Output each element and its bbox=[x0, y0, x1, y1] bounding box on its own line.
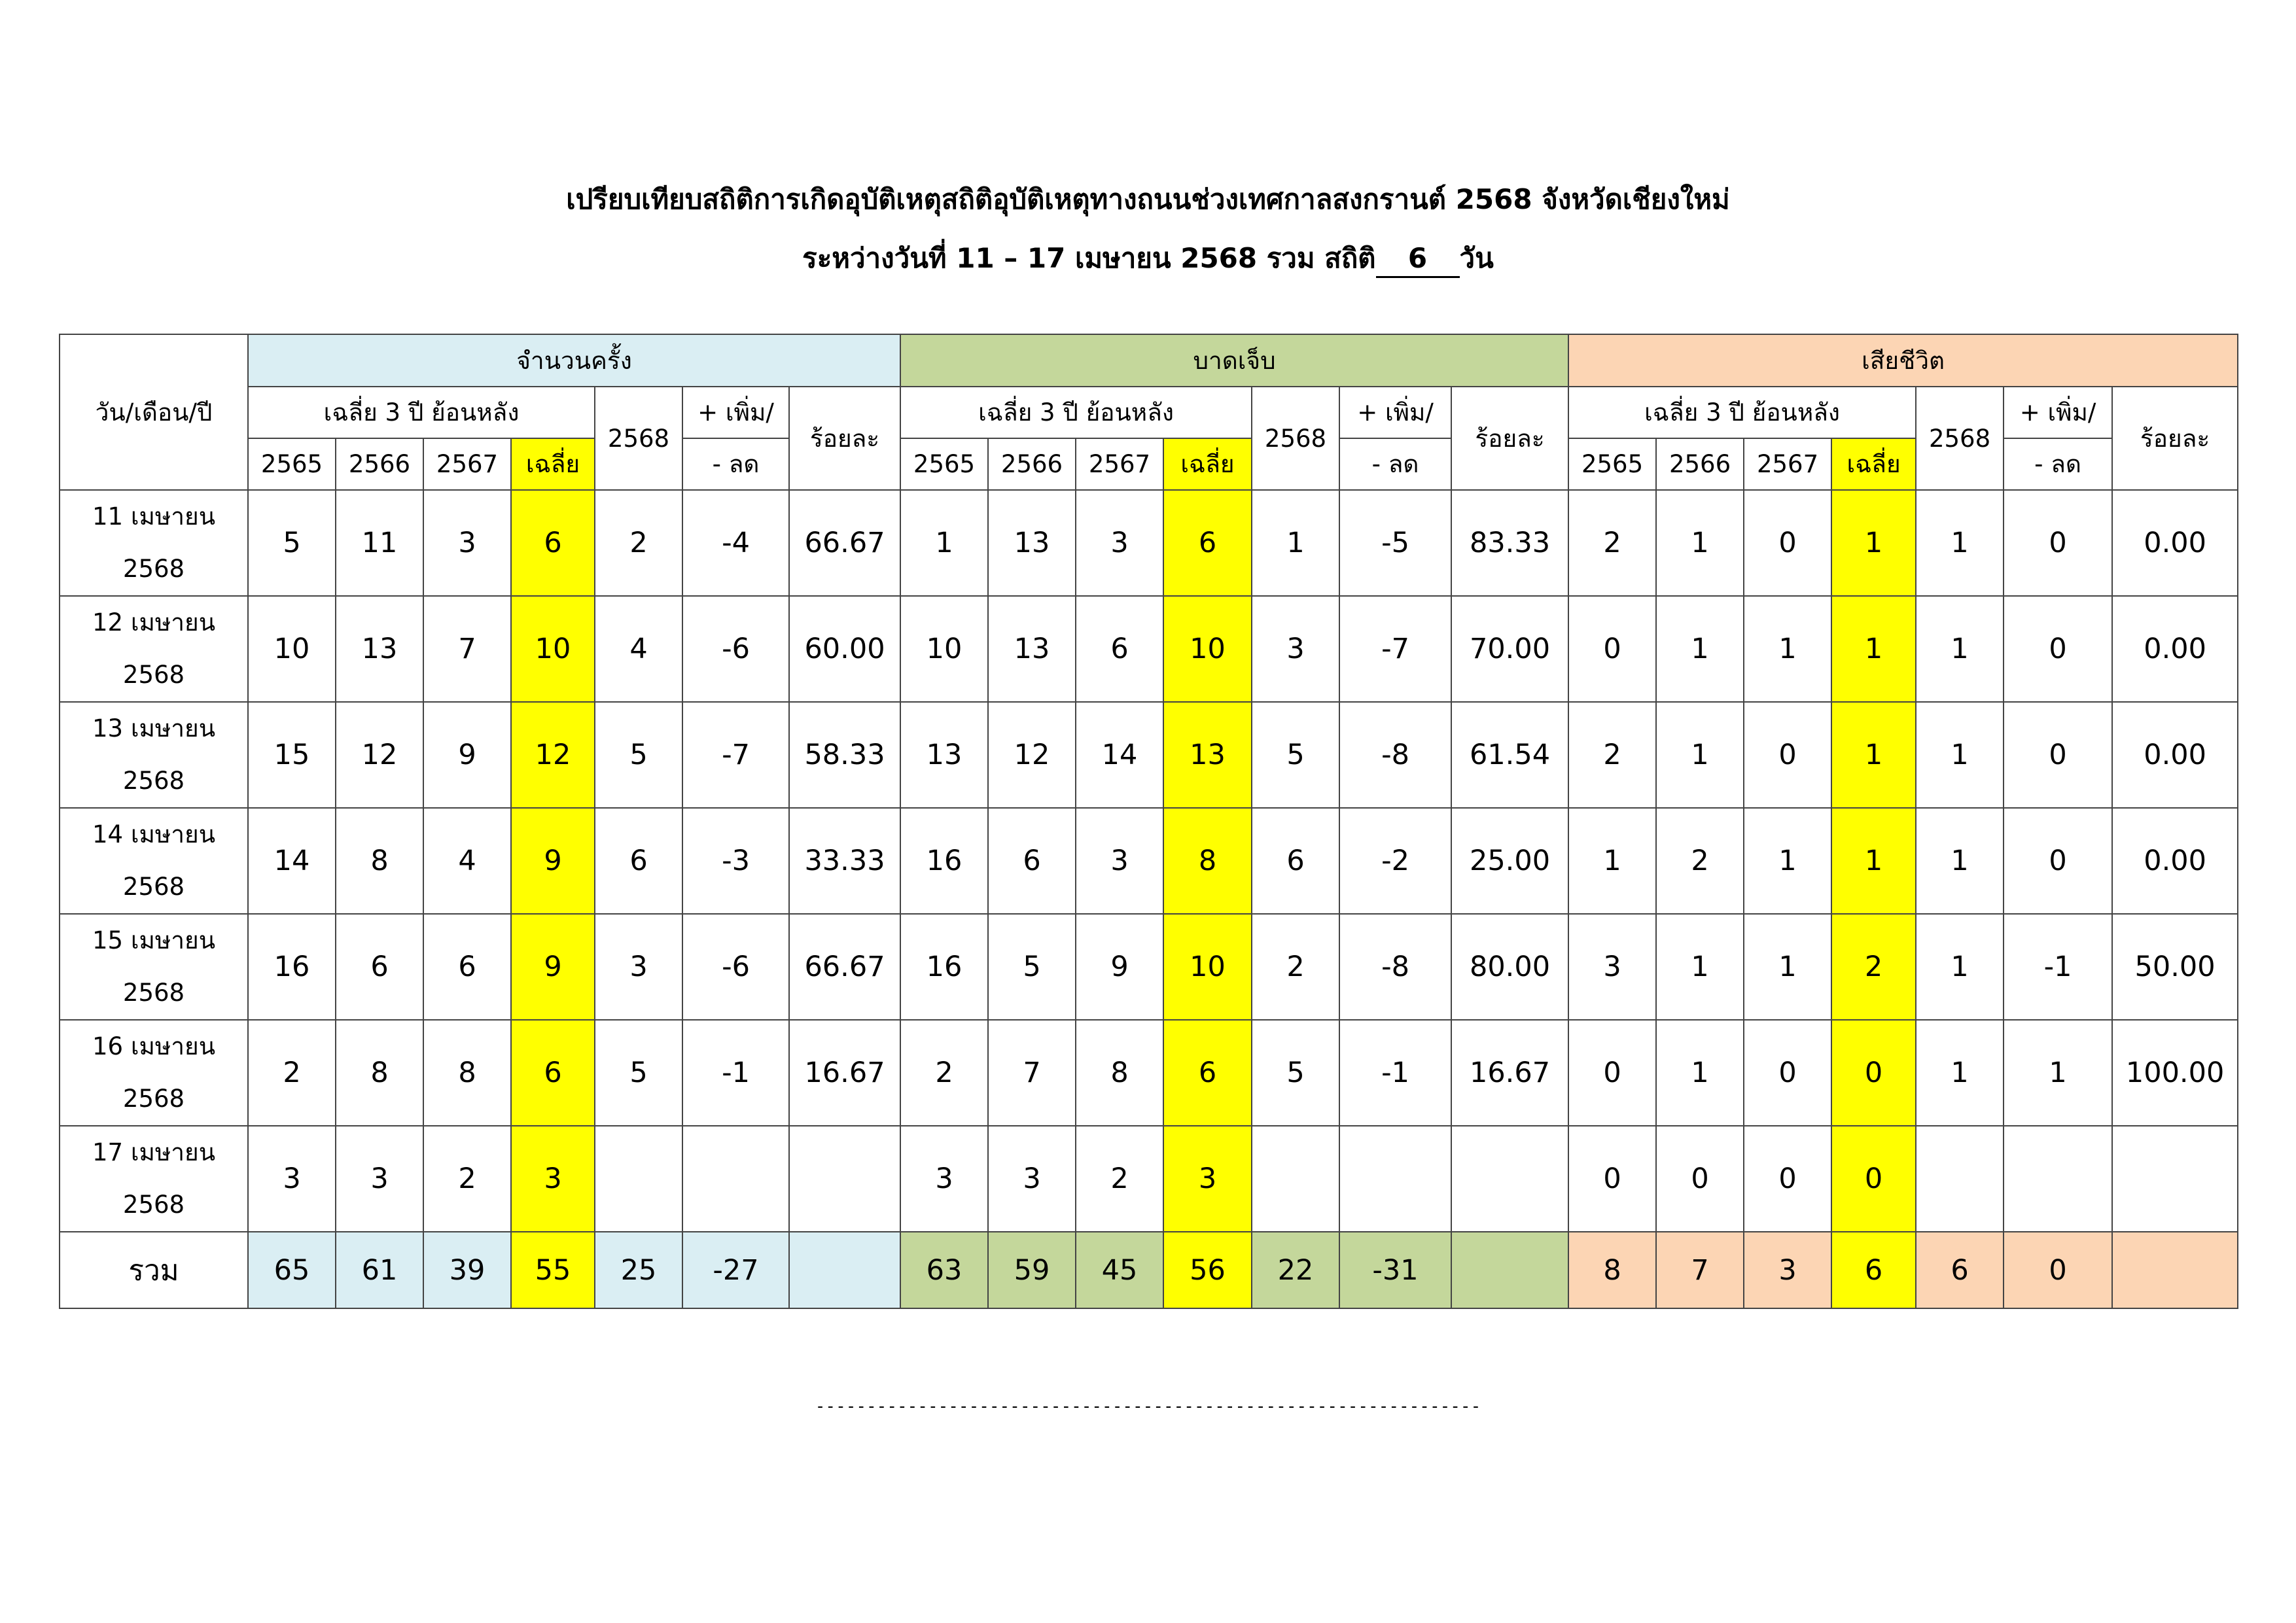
injured-2568-cell bbox=[1252, 1126, 1339, 1232]
row-date-cell bbox=[60, 914, 248, 1020]
incidents-2566-cell: 13 bbox=[336, 596, 423, 702]
injured-2567-cell: 3 bbox=[1076, 490, 1163, 596]
injured-avg3y-header: เฉลี่ย 3 ปี ย้อนหลัง bbox=[900, 387, 1252, 438]
injured-avg-cell: 10 bbox=[1163, 914, 1252, 1020]
incidents-avg-cell: 6 bbox=[511, 490, 595, 596]
injured-2567-cell: 3 bbox=[1076, 808, 1163, 914]
row-date-year: 2568 bbox=[122, 873, 185, 901]
deaths-2568-cell: 1 bbox=[1916, 914, 2004, 1020]
table-row bbox=[60, 1126, 2238, 1232]
deaths-percent-cell: 0.00 bbox=[2112, 702, 2238, 808]
deaths-2566-cell: 1 bbox=[1656, 1020, 1744, 1126]
row-date-year: 2568 bbox=[122, 1191, 185, 1219]
row-date-year: 2568 bbox=[122, 1085, 185, 1113]
deaths-2566-cell: 1 bbox=[1656, 490, 1744, 596]
injured-year-2566-header: 2566 bbox=[988, 438, 1076, 490]
injured-change-cell bbox=[1339, 1126, 1451, 1232]
injured-total-avg-cell: 56 bbox=[1163, 1232, 1252, 1308]
deaths-percent-header: ร้อยละ bbox=[2112, 387, 2238, 490]
table-row bbox=[60, 490, 2238, 596]
injured-percent-cell bbox=[1451, 1126, 1568, 1232]
incidents-change-header: + เพิ่ม/ bbox=[682, 387, 789, 438]
row-date-day: 16 เมษายน bbox=[92, 1032, 216, 1060]
incidents-total-2568-cell: 25 bbox=[595, 1232, 682, 1308]
deaths-change-cell: 0 bbox=[2004, 596, 2112, 702]
injured-avg-cell: 6 bbox=[1163, 490, 1252, 596]
injured-2568-cell: 5 bbox=[1252, 1020, 1339, 1126]
deaths-avg-cell: 1 bbox=[1831, 490, 1916, 596]
deaths-change-cell: 1 bbox=[2004, 1020, 2112, 1126]
document-subtitle bbox=[0, 239, 2296, 278]
deaths-2567-cell: 1 bbox=[1744, 808, 1831, 914]
deaths-percent-cell: 0.00 bbox=[2112, 596, 2238, 702]
incidents-total-change-cell: -27 bbox=[682, 1232, 789, 1308]
deaths-2567-cell: 0 bbox=[1744, 1126, 1831, 1232]
incidents-percent-cell: 16.67 bbox=[789, 1020, 900, 1126]
incidents-2566-cell: 3 bbox=[336, 1126, 423, 1232]
incidents-2567-cell: 4 bbox=[423, 808, 511, 914]
deaths-total-change-cell: 0 bbox=[2004, 1232, 2112, 1308]
deaths-2567-cell: 1 bbox=[1744, 914, 1831, 1020]
footer-rule: ----------------------------------------------------------------- bbox=[815, 1397, 1481, 1416]
injured-avg-cell: 3 bbox=[1163, 1126, 1252, 1232]
deaths-change-cell bbox=[2004, 1126, 2112, 1232]
incidents-avg-cell: 9 bbox=[511, 808, 595, 914]
subtitle-suffix: วัน bbox=[1459, 242, 1494, 274]
incidents-avg-cell: 6 bbox=[511, 1020, 595, 1126]
row-date-day: 13 เมษายน bbox=[92, 714, 216, 742]
injured-avg-header: เฉลี่ย bbox=[1163, 438, 1252, 490]
row-date-day: 17 เมษายน bbox=[92, 1138, 216, 1166]
injured-2565-cell: 10 bbox=[900, 596, 988, 702]
incidents-2565-cell: 5 bbox=[248, 490, 336, 596]
incidents-2568-cell: 6 bbox=[595, 808, 682, 914]
incidents-2566-cell: 6 bbox=[336, 914, 423, 1020]
row-date-cell bbox=[60, 1126, 248, 1232]
injured-percent-cell: 25.00 bbox=[1451, 808, 1568, 914]
table-row bbox=[60, 1020, 2238, 1126]
incidents-percent-header: ร้อยละ bbox=[789, 387, 900, 490]
row-date-cell bbox=[60, 1020, 248, 1126]
injured-2567-cell: 6 bbox=[1076, 596, 1163, 702]
deaths-2565-cell: 2 bbox=[1568, 490, 1656, 596]
incidents-2565-cell: 2 bbox=[248, 1020, 336, 1126]
deaths-avg-cell: 1 bbox=[1831, 808, 1916, 914]
injured-total-percent-cell bbox=[1451, 1232, 1568, 1308]
incidents-change-cell: -4 bbox=[682, 490, 789, 596]
table-body bbox=[60, 490, 2238, 1308]
injured-2566-cell: 13 bbox=[988, 596, 1076, 702]
injured-2566-cell: 13 bbox=[988, 490, 1076, 596]
incidents-2567-cell: 9 bbox=[423, 702, 511, 808]
injured-avg-cell: 13 bbox=[1163, 702, 1252, 808]
deaths-total-2567-cell: 3 bbox=[1744, 1232, 1831, 1308]
row-date-day: 15 เมษายน bbox=[92, 926, 216, 954]
injured-percent-cell: 70.00 bbox=[1451, 596, 1568, 702]
deaths-change-cell: 0 bbox=[2004, 808, 2112, 914]
deaths-2566-cell: 0 bbox=[1656, 1126, 1744, 1232]
deaths-2568-header: 2568 bbox=[1916, 387, 2004, 490]
deaths-2565-cell: 2 bbox=[1568, 702, 1656, 808]
injured-2567-cell: 8 bbox=[1076, 1020, 1163, 1126]
deaths-2568-cell: 1 bbox=[1916, 1020, 2004, 1126]
deaths-group-header: เสียชีวิต bbox=[1568, 334, 2238, 387]
deaths-change-header: + เพิ่ม/ bbox=[2004, 387, 2112, 438]
deaths-2566-cell: 2 bbox=[1656, 808, 1744, 914]
deaths-2566-cell: 1 bbox=[1656, 596, 1744, 702]
deaths-2568-cell: 1 bbox=[1916, 702, 2004, 808]
table-row bbox=[60, 914, 2238, 1020]
incidents-2568-cell: 3 bbox=[595, 914, 682, 1020]
injured-2566-cell: 7 bbox=[988, 1020, 1076, 1126]
incidents-change-cell: -1 bbox=[682, 1020, 789, 1126]
row-date-year: 2568 bbox=[122, 661, 185, 689]
deaths-avg-header: เฉลี่ย bbox=[1831, 438, 1916, 490]
injured-total-2568-cell: 22 bbox=[1252, 1232, 1339, 1308]
incidents-total-2565-cell: 65 bbox=[248, 1232, 336, 1308]
incidents-year-2565-header: 2565 bbox=[248, 438, 336, 490]
incidents-total-avg-cell: 55 bbox=[511, 1232, 595, 1308]
incidents-percent-cell bbox=[789, 1126, 900, 1232]
injured-2566-cell: 12 bbox=[988, 702, 1076, 808]
deaths-year-2565-header: 2565 bbox=[1568, 438, 1656, 490]
injured-percent-cell: 80.00 bbox=[1451, 914, 1568, 1020]
deaths-total-2565-cell: 8 bbox=[1568, 1232, 1656, 1308]
incidents-2567-cell: 2 bbox=[423, 1126, 511, 1232]
injured-2566-cell: 5 bbox=[988, 914, 1076, 1020]
deaths-avg-cell: 0 bbox=[1831, 1020, 1916, 1126]
injured-2567-cell: 2 bbox=[1076, 1126, 1163, 1232]
injured-total-2566-cell: 59 bbox=[988, 1232, 1076, 1308]
incidents-year-2566-header: 2566 bbox=[336, 438, 423, 490]
date-column-header: วัน/เดือน/ปี bbox=[60, 334, 248, 490]
deaths-year-2566-header: 2566 bbox=[1656, 438, 1744, 490]
injured-change-header-line2: - ลด bbox=[1339, 438, 1451, 490]
injured-2568-cell: 5 bbox=[1252, 702, 1339, 808]
incidents-percent-cell: 66.67 bbox=[789, 490, 900, 596]
incidents-group-header: จำนวนครั้ง bbox=[248, 334, 900, 387]
injured-total-2565-cell: 63 bbox=[900, 1232, 988, 1308]
deaths-2565-cell: 0 bbox=[1568, 596, 1656, 702]
incidents-change-cell: -6 bbox=[682, 596, 789, 702]
incidents-avg-cell: 3 bbox=[511, 1126, 595, 1232]
injured-change-cell: -7 bbox=[1339, 596, 1451, 702]
injured-percent-cell: 61.54 bbox=[1451, 702, 1568, 808]
deaths-2566-cell: 1 bbox=[1656, 702, 1744, 808]
injured-total-change-cell: -31 bbox=[1339, 1232, 1451, 1308]
incidents-2566-cell: 11 bbox=[336, 490, 423, 596]
incidents-2568-cell: 5 bbox=[595, 1020, 682, 1126]
incidents-2565-cell: 16 bbox=[248, 914, 336, 1020]
deaths-percent-cell: 50.00 bbox=[2112, 914, 2238, 1020]
incidents-avg-cell: 12 bbox=[511, 702, 595, 808]
deaths-total-2568-cell: 6 bbox=[1916, 1232, 2004, 1308]
injured-group-header: บาดเจ็บ bbox=[900, 334, 1568, 387]
injured-2565-cell: 2 bbox=[900, 1020, 988, 1126]
deaths-2565-cell: 0 bbox=[1568, 1020, 1656, 1126]
incidents-change-cell: -7 bbox=[682, 702, 789, 808]
deaths-avg-cell: 2 bbox=[1831, 914, 1916, 1020]
table-row bbox=[60, 702, 2238, 808]
injured-avg-cell: 6 bbox=[1163, 1020, 1252, 1126]
incidents-2567-cell: 6 bbox=[423, 914, 511, 1020]
injured-2568-header: 2568 bbox=[1252, 387, 1339, 490]
deaths-avg-cell: 1 bbox=[1831, 596, 1916, 702]
incidents-2566-cell: 12 bbox=[336, 702, 423, 808]
deaths-total-percent-cell bbox=[2112, 1232, 2238, 1308]
row-date-cell bbox=[60, 808, 248, 914]
deaths-change-header-line2: - ลด bbox=[2004, 438, 2112, 490]
injured-2566-cell: 6 bbox=[988, 808, 1076, 914]
incidents-2568-cell: 2 bbox=[595, 490, 682, 596]
incidents-percent-cell: 60.00 bbox=[789, 596, 900, 702]
deaths-2568-cell: 1 bbox=[1916, 596, 2004, 702]
injured-change-cell: -8 bbox=[1339, 702, 1451, 808]
total-label: รวม bbox=[60, 1232, 248, 1308]
incidents-total-2567-cell: 39 bbox=[423, 1232, 511, 1308]
injured-percent-cell: 16.67 bbox=[1451, 1020, 1568, 1126]
deaths-change-cell: 0 bbox=[2004, 490, 2112, 596]
row-date-day: 12 เมษายน bbox=[92, 608, 216, 637]
injured-change-cell: -2 bbox=[1339, 808, 1451, 914]
incidents-percent-cell: 33.33 bbox=[789, 808, 900, 914]
injured-2565-cell: 1 bbox=[900, 490, 988, 596]
incidents-year-2567-header: 2567 bbox=[423, 438, 511, 490]
injured-year-2565-header: 2565 bbox=[900, 438, 988, 490]
deaths-percent-cell bbox=[2112, 1126, 2238, 1232]
incidents-2567-cell: 8 bbox=[423, 1020, 511, 1126]
incidents-avg-cell: 10 bbox=[511, 596, 595, 702]
injured-percent-header: ร้อยละ bbox=[1451, 387, 1568, 490]
incidents-2568-cell bbox=[595, 1126, 682, 1232]
injured-year-2567-header: 2567 bbox=[1076, 438, 1163, 490]
incidents-avg-header: เฉลี่ย bbox=[511, 438, 595, 490]
row-date-cell bbox=[60, 702, 248, 808]
deaths-avg-cell: 0 bbox=[1831, 1126, 1916, 1232]
incidents-percent-cell: 58.33 bbox=[789, 702, 900, 808]
row-date-cell bbox=[60, 490, 248, 596]
accident-statistics-table bbox=[59, 334, 2238, 1309]
incidents-change-header-line2: - ลด bbox=[682, 438, 789, 490]
deaths-avg3y-header: เฉลี่ย 3 ปี ย้อนหลัง bbox=[1568, 387, 1916, 438]
table-row bbox=[60, 596, 2238, 702]
injured-avg-cell: 8 bbox=[1163, 808, 1252, 914]
injured-avg-cell: 10 bbox=[1163, 596, 1252, 702]
incidents-2566-cell: 8 bbox=[336, 1020, 423, 1126]
subtitle-days-count: 6 bbox=[1376, 241, 1460, 278]
incidents-change-cell: -6 bbox=[682, 914, 789, 1020]
incidents-2565-cell: 14 bbox=[248, 808, 336, 914]
table-row bbox=[60, 808, 2238, 914]
row-date-cell bbox=[60, 596, 248, 702]
incidents-percent-cell: 66.67 bbox=[789, 914, 900, 1020]
deaths-2565-cell: 0 bbox=[1568, 1126, 1656, 1232]
injured-2568-cell: 6 bbox=[1252, 808, 1339, 914]
incidents-2565-cell: 15 bbox=[248, 702, 336, 808]
row-date-day: 14 เมษายน bbox=[92, 820, 216, 848]
incidents-change-cell: -3 bbox=[682, 808, 789, 914]
injured-2568-cell: 1 bbox=[1252, 490, 1339, 596]
injured-2566-cell: 3 bbox=[988, 1126, 1076, 1232]
injured-2565-cell: 16 bbox=[900, 914, 988, 1020]
injured-change-cell: -8 bbox=[1339, 914, 1451, 1020]
injured-2565-cell: 3 bbox=[900, 1126, 988, 1232]
incidents-avg-cell: 9 bbox=[511, 914, 595, 1020]
injured-2568-cell: 2 bbox=[1252, 914, 1339, 1020]
row-date-day: 11 เมษายน bbox=[92, 502, 216, 531]
deaths-2565-cell: 3 bbox=[1568, 914, 1656, 1020]
row-date-year: 2568 bbox=[122, 979, 185, 1007]
deaths-2567-cell: 0 bbox=[1744, 1020, 1831, 1126]
row-date-year: 2568 bbox=[122, 767, 185, 795]
deaths-2567-cell: 0 bbox=[1744, 490, 1831, 596]
injured-2568-cell: 3 bbox=[1252, 596, 1339, 702]
incidents-2565-cell: 3 bbox=[248, 1126, 336, 1232]
deaths-2568-cell: 1 bbox=[1916, 808, 2004, 914]
injured-change-cell: -5 bbox=[1339, 490, 1451, 596]
incidents-2568-cell: 4 bbox=[595, 596, 682, 702]
injured-2567-cell: 14 bbox=[1076, 702, 1163, 808]
deaths-percent-cell: 0.00 bbox=[2112, 490, 2238, 596]
incidents-2568-header: 2568 bbox=[595, 387, 682, 490]
deaths-2568-cell bbox=[1916, 1126, 2004, 1232]
deaths-avg-cell: 1 bbox=[1831, 702, 1916, 808]
incidents-avg3y-header: เฉลี่ย 3 ปี ย้อนหลัง bbox=[248, 387, 595, 438]
injured-percent-cell: 83.33 bbox=[1451, 490, 1568, 596]
injured-2567-cell: 9 bbox=[1076, 914, 1163, 1020]
incidents-2567-cell: 3 bbox=[423, 490, 511, 596]
deaths-total-2566-cell: 7 bbox=[1656, 1232, 1744, 1308]
incidents-2567-cell: 7 bbox=[423, 596, 511, 702]
deaths-year-2567-header: 2567 bbox=[1744, 438, 1831, 490]
deaths-2568-cell: 1 bbox=[1916, 490, 2004, 596]
incidents-total-2566-cell: 61 bbox=[336, 1232, 423, 1308]
row-date-year: 2568 bbox=[122, 555, 185, 583]
incidents-change-cell bbox=[682, 1126, 789, 1232]
injured-change-header: + เพิ่ม/ bbox=[1339, 387, 1451, 438]
injured-2565-cell: 13 bbox=[900, 702, 988, 808]
incidents-2565-cell: 10 bbox=[248, 596, 336, 702]
deaths-percent-cell: 100.00 bbox=[2112, 1020, 2238, 1126]
deaths-2567-cell: 1 bbox=[1744, 596, 1831, 702]
deaths-percent-cell: 0.00 bbox=[2112, 808, 2238, 914]
incidents-2566-cell: 8 bbox=[336, 808, 423, 914]
deaths-total-avg-cell: 6 bbox=[1831, 1232, 1916, 1308]
subtitle-prefix: ระหว่างวันที่ 11 – 17 เมษายน 2568 รวม สถิติ bbox=[802, 242, 1376, 274]
document-title: เปรียบเทียบสถิติการเกิดอุบัติเหตุสถิติอุบัติเหตุทางถนนช่วงเทศกาลสงกรานต์ 2568 จังหวัดเชียงใหม่ bbox=[566, 183, 1730, 215]
incidents-total-percent-cell bbox=[789, 1232, 900, 1308]
deaths-change-cell: -1 bbox=[2004, 914, 2112, 1020]
deaths-2566-cell: 1 bbox=[1656, 914, 1744, 1020]
injured-2565-cell: 16 bbox=[900, 808, 988, 914]
injured-change-cell: -1 bbox=[1339, 1020, 1451, 1126]
incidents-2568-cell: 5 bbox=[595, 702, 682, 808]
deaths-change-cell: 0 bbox=[2004, 702, 2112, 808]
injured-total-2567-cell: 45 bbox=[1076, 1232, 1163, 1308]
deaths-2565-cell: 1 bbox=[1568, 808, 1656, 914]
total-row bbox=[60, 1232, 2238, 1308]
deaths-2567-cell: 0 bbox=[1744, 702, 1831, 808]
